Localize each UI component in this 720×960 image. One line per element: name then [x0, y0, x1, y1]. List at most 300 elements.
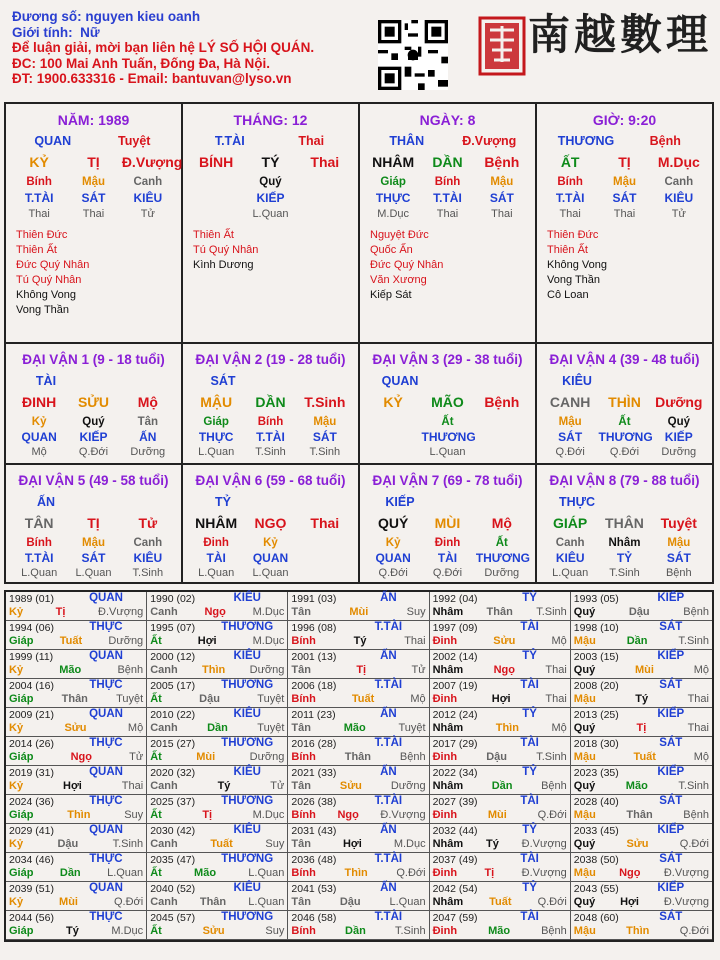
year-cell — [147, 882, 288, 911]
year-branch: Tuất — [633, 751, 656, 763]
year-god: THỰC — [89, 679, 123, 691]
pillar-hidden-god-item: T.TÀI — [24, 191, 54, 205]
pillar-top-item: T.TÀI — [214, 134, 245, 148]
dai-van-hidden-item: Kỷ — [385, 537, 401, 549]
dai-van-hidden-item: Giáp — [203, 416, 229, 428]
year-cell — [430, 737, 571, 766]
year-stem: Kỷ — [9, 722, 24, 734]
year-branch: Tuất — [351, 693, 375, 705]
year-phase: M.Dục — [252, 635, 285, 647]
year-branch: Dần — [345, 925, 366, 937]
dai-van-hidden-item: Canh — [133, 537, 163, 549]
year-pillar — [574, 809, 709, 821]
year-god: TỶ — [522, 650, 537, 662]
year-cell — [6, 766, 147, 795]
pillar-hidden-item: Mậu — [490, 176, 514, 188]
year-branch: Sửu — [626, 838, 649, 850]
year-phase: Đ.Vượng — [663, 896, 709, 908]
pillar-main-item: TỊ — [87, 154, 100, 170]
phase-item: Q.Đới — [378, 567, 408, 579]
year-label: 2020 (32) — [150, 767, 196, 779]
year-label: 2045 (57) — [150, 912, 196, 924]
year-phase: T.Sinh — [112, 838, 144, 850]
star-item: Không Vong — [547, 259, 607, 271]
star-item: Quốc Ấn — [370, 244, 413, 256]
year-god: QUAN — [89, 592, 123, 604]
dai-van-hidden-god-item: SÁT — [558, 430, 583, 444]
phase-item — [476, 446, 528, 458]
star-item: Tú Quý Nhân — [16, 274, 82, 286]
year-phase: M.Dục — [111, 925, 144, 937]
dai-van-8 — [537, 465, 712, 582]
year-phase: Suy — [265, 925, 285, 937]
dai-van-6 — [183, 465, 360, 582]
dai-van-main — [6, 394, 181, 410]
year-cell — [571, 737, 712, 766]
dai-van-main-item: Tử — [138, 515, 158, 531]
year-pillar — [433, 635, 567, 647]
year-label: 2011 (23) — [291, 709, 336, 721]
pillar-top-item: THÂN — [389, 134, 425, 148]
dai-van-hidden-item: Bính — [257, 416, 284, 428]
year-cell — [147, 911, 288, 940]
year-pillar — [574, 722, 709, 734]
year-branch: Ngọ — [70, 751, 92, 763]
year-pillar — [574, 751, 709, 763]
year-label: 2018 (30) — [573, 738, 619, 750]
year-cell — [288, 650, 429, 679]
year-label: 2032 (44) — [432, 825, 478, 837]
year-label: 2016 (28) — [291, 738, 337, 750]
year-god: SÁT — [659, 853, 683, 865]
year-branch: Thìn — [344, 867, 368, 879]
year-god: KIẾP — [657, 708, 685, 720]
year-cell — [147, 853, 288, 882]
year-phase: Q.Đới — [537, 809, 567, 821]
year-god: KIẾP — [657, 650, 685, 662]
year-god: SÁT — [659, 795, 683, 807]
year-pillar — [433, 693, 567, 705]
pillar-hidden-god-item: SÁT — [612, 191, 637, 205]
phase-item: Thai — [82, 208, 105, 220]
year-phase: Dưỡng — [390, 780, 426, 792]
year-label: 2034 (46) — [9, 854, 54, 866]
year-label: 2019 (31) — [9, 767, 54, 779]
gender-value: Nữ — [80, 24, 100, 40]
pillar-main-item: Thai — [310, 154, 340, 170]
year-label: 2041 (53) — [291, 883, 337, 895]
year-branch: Mùi — [634, 664, 654, 676]
year-cell — [147, 679, 288, 708]
year-god: QUAN — [89, 824, 123, 836]
year-cell — [571, 621, 712, 650]
year-cell — [288, 824, 429, 853]
dai-van-god: KIẾP — [385, 495, 415, 509]
dai-van-4 — [537, 344, 712, 463]
year-branch: Mão — [343, 722, 366, 734]
year-branch: Mão — [488, 925, 511, 937]
year-god: KIÊU — [233, 766, 261, 778]
year-branch: Thân — [486, 606, 513, 618]
dai-van-main-item: MÃO — [431, 394, 464, 410]
dai-van-hidden-item: Canh — [555, 537, 585, 549]
year-pillar — [291, 925, 425, 937]
years-table — [4, 590, 714, 942]
dai-van-hidden-god-item: THƯƠNG — [475, 551, 530, 565]
year-pillar — [9, 867, 143, 879]
year-god: QUAN — [89, 882, 123, 894]
year-label: 2006 (18) — [291, 680, 337, 692]
stars-bad — [193, 258, 279, 273]
dai-van-hidden — [360, 537, 535, 549]
year-label: 2013 (25) — [573, 709, 619, 721]
year-pillar — [150, 693, 284, 705]
dai-van-hidden-god-item: TÀI — [437, 551, 458, 565]
year-cell — [430, 650, 571, 679]
year-label: 2035 (47) — [150, 854, 196, 866]
pillar-hidden-god — [183, 191, 358, 205]
year-branch: Tý — [217, 780, 231, 792]
pillar-title: NGÀY: 8 — [419, 112, 476, 128]
phase-item: Tử — [140, 208, 155, 220]
phase-item: L.Quan — [198, 446, 235, 458]
year-cell — [571, 708, 712, 737]
year-stem: Giáp — [9, 751, 34, 763]
year-stem: Nhâm — [432, 896, 464, 908]
star-item: Vong Thần — [547, 274, 601, 286]
star-item: Thiên Đức — [547, 229, 599, 241]
phase-item: L.Quan — [21, 567, 58, 579]
year-stem: Ất — [150, 867, 162, 879]
pillar-hidden-item: Quý — [259, 176, 282, 188]
year-label: 2036 (48) — [291, 854, 337, 866]
year-branch: Thân — [61, 693, 88, 705]
year-cell — [571, 853, 712, 882]
year-god: T.TÀI — [374, 737, 403, 749]
dai-van-god: QUAN — [381, 374, 419, 388]
star-item: Cô Loan — [547, 289, 589, 301]
pillar-hidden — [537, 176, 712, 188]
year-pillar — [291, 693, 425, 705]
pillar-hidden-item: Bính — [434, 176, 461, 188]
year-stem: Bính — [291, 751, 316, 763]
year-phase: Bệnh — [541, 780, 567, 792]
year-phase: Q.Đới — [396, 867, 426, 879]
dai-van-hidden-god — [360, 551, 535, 565]
dai-van-hidden-god-item: SÁT — [312, 430, 337, 444]
year-god: ẤN — [380, 592, 397, 604]
star-item: Vong Thần — [16, 304, 70, 316]
dai-van-7 — [360, 465, 537, 582]
year-god: THỰC — [89, 737, 123, 749]
year-phase: Bệnh — [541, 925, 567, 937]
phase-item: M.Dục — [377, 208, 410, 220]
header-info — [12, 9, 314, 87]
year-god: SÁT — [659, 911, 683, 923]
dai-van-hidden-god-item: T.TÀI — [24, 551, 54, 565]
dai-van-main-item: Thai — [310, 515, 340, 531]
year-cell — [430, 911, 571, 940]
year-branch: Mão — [625, 780, 648, 792]
year-stem: Mậu — [573, 635, 596, 647]
dai-van-main-item: CANH — [549, 394, 591, 410]
phase-item: L.Quan — [252, 208, 289, 220]
year-phase: Q.Đới — [679, 925, 709, 937]
year-stem: Bính — [291, 809, 316, 821]
pillar-hidden-god-item: KIÊU — [664, 191, 694, 205]
year-pillar — [150, 606, 284, 618]
dai-van-hidden-item: Ất — [441, 416, 454, 428]
year-branch: Sửu — [339, 780, 362, 792]
dai-van-main-item: Bệnh — [484, 394, 520, 410]
phase-item: L.Quan — [75, 567, 112, 579]
year-pillar — [291, 751, 425, 763]
year-pillar — [9, 896, 143, 908]
year-god: TÀI — [520, 911, 539, 923]
year-branch: Mùi — [487, 809, 507, 821]
dai-van-hidden-item: Mậu — [667, 537, 691, 549]
year-stem: Đinh — [432, 693, 458, 705]
dai-van-main-item: SỬU — [77, 394, 110, 410]
phase-item: Bệnh — [665, 567, 692, 579]
year-phase: L.Quan — [248, 867, 285, 879]
stars-bad — [16, 288, 102, 318]
year-god: THƯƠNG — [221, 853, 274, 865]
year-label: 2046 (58) — [291, 912, 337, 924]
dai-van-hidden-god-item: KIÊU — [133, 551, 163, 565]
year-phase: T.Sinh — [536, 606, 567, 618]
year-cell — [6, 853, 147, 882]
dai-van-phase — [537, 446, 712, 458]
dai-van-hidden-god-item: THỰC — [198, 430, 234, 444]
star-item: Kình Dương — [193, 259, 254, 271]
year-god: T.TÀI — [374, 853, 403, 865]
phase-item: L.Quan — [429, 446, 466, 458]
year-label: 2008 (20) — [573, 680, 619, 692]
pillar-hidden-item: Bính — [26, 176, 52, 188]
pillar-main-item: TÝ — [261, 154, 280, 170]
dai-van-hidden-god — [360, 430, 535, 444]
year-pillar — [574, 896, 709, 908]
dai-van-main-item: T.Sinh — [304, 394, 346, 410]
year-pillar — [433, 896, 567, 908]
year-stem: Ất — [150, 635, 162, 647]
year-pillar — [291, 780, 425, 792]
year-cell — [288, 621, 429, 650]
year-label: 2009 (21) — [9, 709, 54, 721]
year-label: 2040 (52) — [150, 883, 196, 895]
year-phase: Tuyệt — [398, 722, 426, 734]
year-pillar — [433, 925, 567, 937]
year-label: 2025 (37) — [150, 796, 196, 808]
year-label: 2047 (59) — [432, 912, 478, 924]
year-stem: Mậu — [573, 693, 596, 705]
dai-van-god: ẤN — [36, 495, 56, 509]
dai-van-god: TỶ — [215, 495, 231, 509]
pillar-hidden-item — [299, 176, 351, 188]
year-cell — [147, 621, 288, 650]
dai-van-title: ĐẠI VẬN 8 (79 - 88 tuổi) — [549, 473, 700, 488]
year-branch: Ngọ — [337, 809, 359, 821]
year-god: QUAN — [89, 650, 123, 662]
pillar-top-item: QUAN — [34, 134, 72, 148]
phase-item: L.Quan — [252, 567, 289, 579]
pillar-hidden-god — [6, 191, 181, 205]
year-pillar — [9, 693, 143, 705]
stars-bad — [370, 288, 456, 303]
dai-van-hidden-god-item: TỶ — [616, 551, 633, 565]
pillar-top — [537, 134, 712, 148]
star-item: Nguyệt Đức — [370, 229, 429, 241]
year-pillar — [574, 606, 709, 618]
phase-item: Dưỡng — [130, 446, 166, 458]
phase-item: Q.Đới — [555, 446, 585, 458]
year-cell — [430, 621, 571, 650]
year-stem: Canh — [150, 606, 178, 618]
year-phase: Bệnh — [683, 606, 709, 618]
year-label: 2015 (27) — [150, 738, 196, 750]
year-stem: Kỷ — [9, 606, 24, 618]
year-stem: Bính — [291, 867, 316, 879]
pillar-top-item: Đ.Vượng — [462, 134, 517, 148]
star-item: Kiếp Sát — [370, 289, 412, 301]
dai-van-hidden-god-item: QUAN — [252, 551, 289, 565]
dai-van-5 — [6, 465, 183, 582]
year-label: 2001 (13) — [291, 651, 337, 663]
year-god: THƯƠNG — [221, 621, 274, 633]
pillar-hidden-god-item — [299, 191, 351, 205]
year-pillar — [150, 925, 284, 937]
phase-item: Dưỡng — [484, 567, 520, 579]
year-phase: L.Quan — [389, 896, 426, 908]
year-pillar — [9, 809, 143, 821]
year-pillar — [433, 838, 567, 850]
year-phase: Q.Đới — [537, 896, 567, 908]
dai-van-hidden — [360, 416, 535, 428]
dai-van-hidden-god — [537, 430, 712, 444]
year-stem: Nhâm — [432, 838, 464, 850]
phase-item — [299, 567, 351, 579]
year-branch: Thân — [344, 751, 371, 763]
dai-van-main — [183, 394, 358, 410]
pillar-main-item: M.Dục — [657, 154, 700, 170]
year-stem: Canh — [150, 896, 178, 908]
pillar-top-item: Bệnh — [649, 134, 681, 148]
year-branch: Thân — [626, 809, 653, 821]
star-item: Văn Xương — [370, 274, 427, 286]
year-god: TÀI — [520, 737, 539, 749]
dai-van-main-item: THÂN — [605, 515, 644, 531]
year-god: THỰC — [89, 621, 123, 633]
year-label: 2007 (19) — [432, 680, 478, 692]
year-phase: Thai — [687, 693, 709, 705]
year-pillar — [150, 896, 284, 908]
dai-van-hidden-god-item: SÁT — [81, 551, 106, 565]
pillar-main-item: DẦN — [432, 154, 463, 170]
dai-van-hidden-god-item: SÁT — [666, 551, 691, 565]
pillar-hidden-item: Canh — [133, 176, 163, 188]
phase-item: T.Sinh — [309, 446, 341, 458]
year-branch: Tị — [484, 867, 495, 879]
year-stem: Tân — [291, 664, 311, 676]
year-branch: Tý — [353, 635, 367, 647]
year-pillar — [433, 751, 567, 763]
phase-item: Thai — [491, 208, 513, 220]
year-phase: Dưỡng — [249, 664, 285, 676]
year-branch: Sửu — [493, 635, 516, 647]
year-cell — [288, 679, 429, 708]
dai-van-hidden-god-item — [367, 430, 419, 444]
dai-van-hidden-item: Kỷ — [263, 537, 278, 549]
year-label: 1993 (05) — [573, 593, 619, 605]
dai-van-hidden-god — [6, 551, 181, 565]
dai-van-hidden-god-item: THƯƠNG — [598, 430, 653, 444]
year-phase: Bệnh — [117, 664, 144, 676]
phase-item: T.Sinh — [132, 567, 164, 579]
pillar-main-item: BÍNH — [199, 154, 234, 170]
dai-van-hidden-item: Mậu — [81, 537, 105, 549]
dai-van-hidden-item: Mậu — [313, 416, 337, 428]
year-god: TÀI — [520, 679, 539, 691]
phase-item: Tử — [671, 208, 686, 220]
pillar-top — [360, 134, 535, 148]
dai-van-hidden-item: Tân — [137, 416, 159, 428]
pillar-4 — [537, 104, 712, 342]
phase-item — [367, 446, 419, 458]
pillar-hidden — [360, 176, 535, 188]
dai-van-main-item: QUÝ — [377, 515, 409, 531]
year-stem: Mậu — [573, 867, 596, 879]
year-label: 2005 (17) — [150, 680, 196, 692]
star-item: Thiên Đức — [16, 229, 68, 241]
year-cell — [6, 592, 147, 621]
year-cell — [147, 650, 288, 679]
pillar-3 — [360, 104, 537, 342]
year-label: 2014 (26) — [9, 738, 54, 750]
year-god: THỰC — [89, 853, 123, 865]
year-branch: Tý — [485, 838, 499, 850]
year-cell — [288, 882, 429, 911]
dai-van-god: THỰC — [558, 495, 596, 509]
year-phase: Thai — [121, 780, 144, 792]
year-pillar — [433, 606, 567, 618]
year-label: 1998 (10) — [573, 622, 619, 634]
year-god: KIẾP — [657, 766, 685, 778]
year-phase: Đ.Vượng — [521, 838, 567, 850]
dai-van-title: ĐẠI VẬN 7 (69 - 78 tuổi) — [372, 473, 523, 488]
star-item: Không Vong — [16, 289, 76, 301]
year-stem: Nhâm — [432, 722, 464, 734]
year-phase: Mộ — [127, 722, 144, 734]
year-label: 2027 (39) — [432, 796, 478, 808]
year-god: T.TÀI — [374, 911, 403, 923]
year-stem: Đinh — [432, 751, 458, 763]
year-god: ẤN — [380, 650, 397, 662]
year-god: TÀI — [520, 621, 539, 633]
year-label: 1994 (06) — [9, 622, 54, 634]
year-label: 2003 (15) — [573, 651, 619, 663]
year-pillar — [9, 635, 143, 647]
pillar-main-item: NHÂM — [372, 154, 415, 170]
pillar-hidden-god — [360, 191, 535, 205]
year-label: 1989 (01) — [9, 593, 54, 605]
dai-van-phase — [360, 567, 535, 579]
year-god: THỰC — [89, 795, 123, 807]
year-phase: Tử — [411, 664, 426, 676]
seal-stamp-icon — [478, 16, 526, 76]
dai-van-main-item: KỶ — [383, 394, 403, 410]
dai-van-phase — [537, 567, 712, 579]
